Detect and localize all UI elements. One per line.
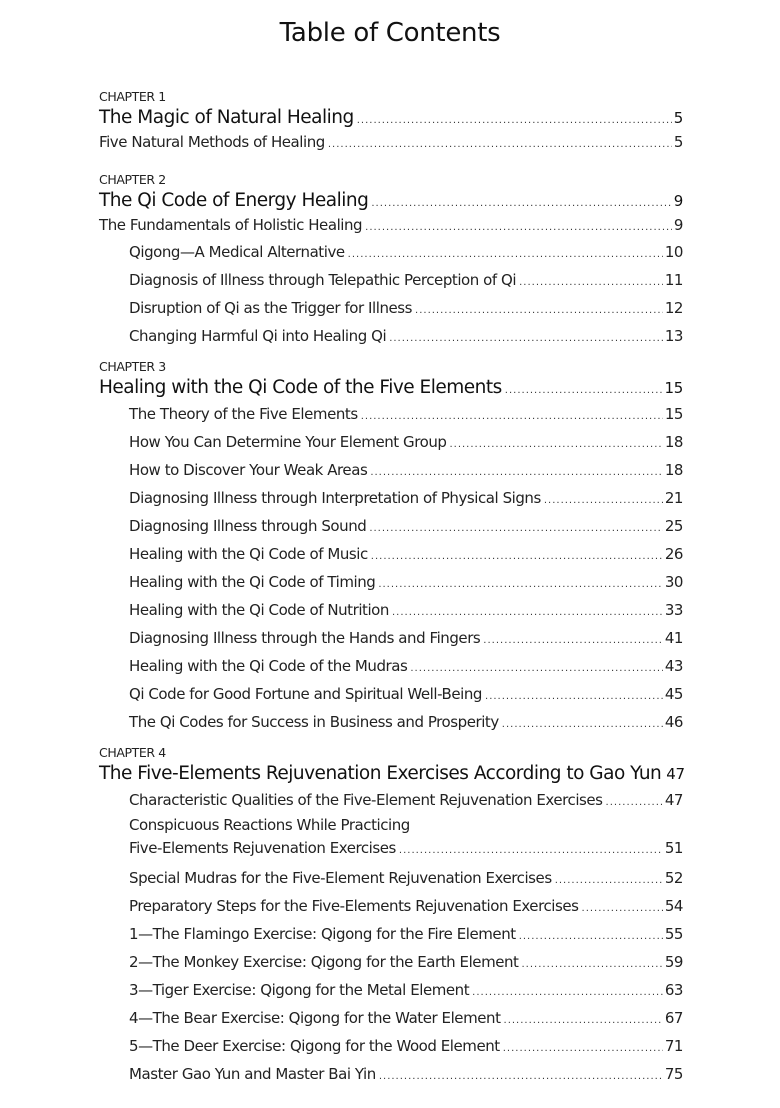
- entry-title: Healing with the Qi Code of Music: [129, 545, 368, 563]
- page-number: 63: [664, 981, 683, 999]
- entry-title: 4—The Bear Exercise: Qigong for the Water Element: [129, 1009, 501, 1027]
- page-number: 67: [664, 1009, 683, 1027]
- toc-chapter-entry[interactable]: [99, 189, 683, 213]
- page-number: 47: [664, 791, 683, 809]
- toc-subsection-entry[interactable]: [99, 596, 683, 624]
- dot-leader: [449, 431, 662, 459]
- toc-section-entry[interactable]: [99, 130, 683, 155]
- entry-title: Characteristic Qualities of the Five-Element Rejuvenation Exercises: [129, 791, 603, 809]
- toc-subsection-entry[interactable]: [99, 456, 683, 484]
- page-number: 10: [664, 243, 683, 261]
- entry-title: How to Discover Your Weak Areas: [129, 461, 368, 479]
- toc-subsection-entry[interactable]: [99, 624, 683, 652]
- toc-subsection-entry[interactable]: [99, 428, 683, 456]
- dot-leader: [485, 683, 663, 711]
- page-number: 59: [664, 953, 683, 971]
- dot-leader: [483, 627, 663, 655]
- toc-subsection-entry[interactable]: [99, 484, 683, 512]
- entry-title: The Qi Code of Energy Healing: [99, 190, 369, 211]
- page-number: 51: [664, 839, 683, 857]
- page-number: 25: [664, 517, 683, 535]
- toc-chapter-entry[interactable]: [99, 376, 683, 400]
- entry-title: How You Can Determine Your Element Group: [129, 433, 447, 451]
- entry-title: Healing with the Qi Code of the Five Elements: [99, 377, 502, 398]
- chapter-label: CHAPTER 2: [99, 172, 166, 187]
- dot-leader: [502, 711, 663, 739]
- toc-chapter-entry[interactable]: [99, 106, 683, 130]
- dot-leader: [582, 895, 663, 923]
- entry-title: Diagnosing Illness through Sound: [129, 517, 367, 535]
- dot-leader: [371, 192, 671, 216]
- toc-subsection-entry[interactable]: [99, 920, 683, 948]
- entry-title: Diagnosis of Illness through Telepathic Perception of Qi: [129, 271, 517, 289]
- entry-title: Conspicuous Reactions While Practicing: [129, 816, 410, 834]
- dot-leader: [392, 599, 663, 627]
- toc-subsection-entry[interactable]: [99, 976, 683, 1004]
- toc-subsection-entry[interactable]: [99, 864, 683, 892]
- toc-subsection-entry[interactable]: [99, 948, 683, 976]
- entry-title: The Five-Elements Rejuvenation Exercises According to Gao Yun: [99, 763, 662, 784]
- page-number: 54: [664, 897, 683, 915]
- toc-subsection-entry[interactable]: [99, 238, 683, 266]
- page-number: 41: [664, 629, 683, 647]
- entry-title: The Magic of Natural Healing: [99, 107, 354, 128]
- dot-leader: [472, 979, 663, 1007]
- dot-leader: [357, 109, 672, 133]
- entry-title: Preparatory Steps for the Five-Elements Rejuvenation Exercises: [129, 897, 579, 915]
- page-number: 9: [673, 216, 683, 234]
- entry-title: Disruption of Qi as the Trigger for Illness: [129, 299, 413, 317]
- toc-subsection-entry-line1[interactable]: [99, 814, 683, 836]
- entry-title: 2—The Monkey Exercise: Qigong for the Earth Element: [129, 953, 519, 971]
- toc-subsection-entry-line2[interactable]: [99, 836, 683, 864]
- dot-leader: [379, 1063, 663, 1091]
- dot-leader: [544, 487, 663, 515]
- page-number: 30: [664, 573, 683, 591]
- chapter-label: CHAPTER 4: [99, 745, 166, 760]
- toc-subsection-entry[interactable]: [99, 652, 683, 680]
- toc-subsection-entry[interactable]: [99, 512, 683, 540]
- page-number: 26: [664, 545, 683, 563]
- entry-title: 3—Tiger Exercise: Qigong for the Metal Element: [129, 981, 470, 999]
- dot-leader: [378, 571, 662, 599]
- entry-title: 1—The Flamingo Exercise: Qigong for the Fire Element: [129, 925, 516, 943]
- dot-leader: [399, 839, 663, 863]
- dot-leader: [371, 543, 663, 571]
- page-number: 18: [664, 461, 683, 479]
- dot-leader: [328, 132, 672, 157]
- entry-title: Healing with the Qi Code of the Mudras: [129, 657, 408, 675]
- page-number: 47: [666, 765, 685, 783]
- dot-leader: [504, 1007, 663, 1035]
- dot-leader: [519, 269, 663, 297]
- chapter-label: CHAPTER 1: [99, 89, 166, 104]
- toc-section-entry[interactable]: [99, 213, 683, 238]
- dot-leader: [505, 379, 663, 403]
- page-number: 21: [664, 489, 683, 507]
- page-number: 33: [664, 601, 683, 619]
- page-number: 15: [664, 405, 683, 423]
- page-number: 45: [664, 685, 683, 703]
- page-number: 18: [664, 433, 683, 451]
- page-number: 43: [664, 657, 683, 675]
- entry-title: Master Gao Yun and Master Bai Yin: [129, 1065, 376, 1083]
- entry-title: Diagnosing Illness through Interpretation of Physical Signs: [129, 489, 541, 507]
- page-number: 52: [664, 869, 683, 887]
- entry-title: Special Mudras for the Five-Element Rejuvenation Exercises: [129, 869, 552, 887]
- dot-leader: [415, 297, 663, 325]
- toc-subsection-entry[interactable]: [99, 1060, 683, 1088]
- page-number: 5: [673, 109, 683, 127]
- toc-subsection-entry[interactable]: [99, 568, 683, 596]
- toc-chapter-entry[interactable]: [99, 762, 683, 786]
- entry-title: Qigong—A Medical Alternative: [129, 243, 345, 261]
- entry-title: Changing Harmful Qi into Healing Qi: [129, 327, 387, 345]
- entry-title: Diagnosing Illness through the Hands and Fingers: [129, 629, 481, 647]
- dot-leader: [522, 951, 663, 979]
- toc-subsection-entry[interactable]: [99, 786, 683, 814]
- dot-leader: [503, 1035, 663, 1063]
- dot-leader: [361, 403, 663, 431]
- page-number: 12: [664, 299, 683, 317]
- entry-title: Healing with the Qi Code of Nutrition: [129, 601, 389, 619]
- dot-leader: [555, 867, 663, 895]
- toc-subsection-entry[interactable]: [99, 1004, 683, 1032]
- dot-leader: [348, 241, 663, 269]
- page-number: 5: [673, 133, 683, 151]
- dot-leader: [410, 655, 662, 683]
- toc-subsection-entry[interactable]: [99, 892, 683, 920]
- page-title: Table of Contents: [279, 18, 501, 48]
- toc-subsection-entry[interactable]: [99, 294, 683, 322]
- entry-title: Five Natural Methods of Healing: [99, 133, 325, 151]
- table-of-contents: [99, 88, 683, 1088]
- page-number: 15: [664, 379, 683, 397]
- page-number: 11: [664, 271, 683, 289]
- toc-subsection-entry[interactable]: [99, 322, 683, 350]
- dot-leader: [369, 515, 662, 543]
- toc-subsection-entry[interactable]: [99, 1032, 683, 1060]
- entry-title: The Fundamentals of Holistic Healing: [99, 216, 363, 234]
- page-number: 71: [664, 1037, 683, 1055]
- entry-title: The Theory of the Five Elements: [129, 405, 358, 423]
- toc-subsection-entry[interactable]: [99, 680, 683, 708]
- entry-title: Healing with the Qi Code of Timing: [129, 573, 376, 591]
- toc-subsection-entry[interactable]: [99, 540, 683, 568]
- entry-title: The Qi Codes for Success in Business and Prosperity: [129, 713, 499, 731]
- page-number: 55: [664, 925, 683, 943]
- page-number: 75: [664, 1065, 683, 1083]
- entry-title: 5—The Deer Exercise: Qigong for the Wood Element: [129, 1037, 500, 1055]
- dot-leader: [606, 789, 663, 817]
- page-number: 9: [673, 192, 683, 210]
- dot-leader: [389, 325, 663, 353]
- dot-leader: [370, 459, 662, 487]
- dot-leader: [519, 923, 663, 951]
- chapter-label: CHAPTER 3: [99, 359, 166, 374]
- toc-subsection-entry[interactable]: [99, 400, 683, 428]
- toc-subsection-entry[interactable]: [99, 708, 683, 736]
- entry-title: Qi Code for Good Fortune and Spiritual Well-Being: [129, 685, 483, 703]
- page-number: 46: [664, 713, 683, 731]
- page-number: 13: [664, 327, 683, 345]
- toc-subsection-entry[interactable]: [99, 266, 683, 294]
- entry-title: Five-Elements Rejuvenation Exercises: [129, 839, 396, 857]
- dot-leader: [365, 215, 672, 240]
